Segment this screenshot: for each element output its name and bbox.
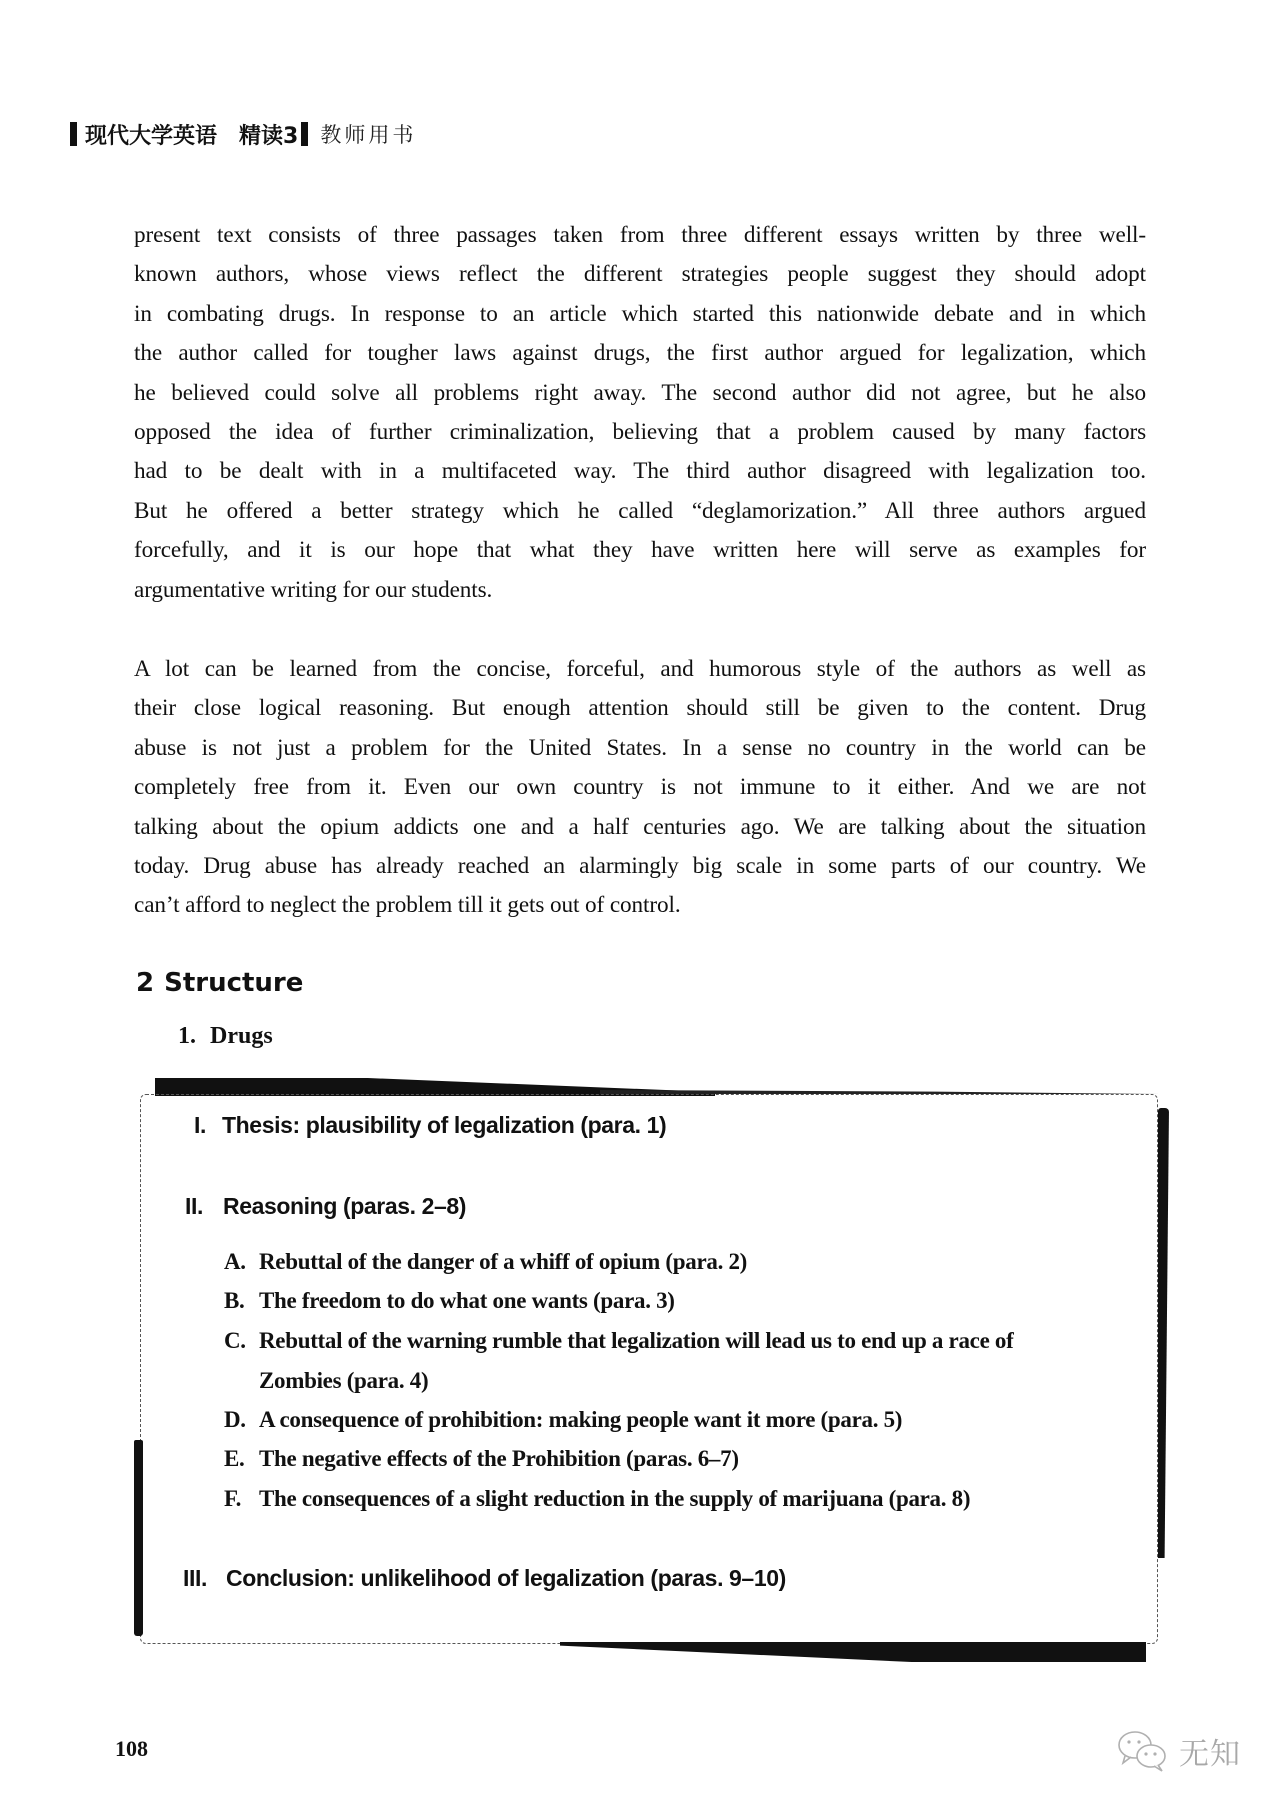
- outline-marker: C.: [224, 1328, 246, 1353]
- book-volume: 精读3: [239, 123, 299, 149]
- outline-text: Rebuttal of the warning rumble that legalization will lead us to end up a race of: [259, 1328, 1014, 1353]
- text-line: argumentative writing for our students.: [134, 576, 493, 603]
- text-line: the author called for tougher laws against drugs, the first author argued for legalization, which: [134, 340, 1146, 367]
- outline-subitem-e: [224, 1439, 739, 1479]
- watermark: [1115, 1728, 1241, 1774]
- body-paragraph-2: [134, 650, 1146, 926]
- outline-subitem-d: [224, 1400, 902, 1440]
- text-line: forcefully, and it is our hope that what they have written here will serve as examples for: [134, 537, 1146, 564]
- section-heading: [136, 968, 303, 998]
- outline-marker: B.: [224, 1288, 245, 1313]
- text-line: can’t afford to neglect the problem till it gets out of control.: [134, 892, 681, 919]
- text-line: opposed the idea of further criminalization, believing that a problem caused by many factors: [134, 419, 1146, 446]
- page-number: 108: [115, 1736, 148, 1761]
- text-line: completely free from it. Even our own country is not immune to it either. And we are not: [134, 774, 1146, 801]
- text-line: had to be dealt with in a multifaceted way. The third author disagreed with legalization too.: [134, 458, 1146, 485]
- subsection-title: Drugs: [210, 1023, 273, 1049]
- outline-text-continuation: Zombies (para. 4): [259, 1367, 429, 1393]
- book-subtitle: 教师用书: [320, 123, 417, 147]
- outline-text: Rebuttal of the danger of a whiff of opium (para. 2): [259, 1249, 748, 1274]
- outline-text: Thesis: plausibility of legalization (para. 1): [222, 1112, 667, 1138]
- outline-item-thesis: [194, 1112, 666, 1139]
- outline-text: The consequences of a slight reduction in the supply of marijuana (para. 8): [259, 1486, 971, 1511]
- outline-marker: III.: [183, 1565, 207, 1591]
- running-header: [70, 116, 416, 152]
- header-bar-right: [301, 122, 308, 146]
- box-left-bar: [134, 1440, 143, 1636]
- text-line: today. Drug abuse has already reached an alarmingly big scale in some parts of our country. We: [134, 853, 1146, 880]
- outline-text: The negative effects of the Prohibition (paras. 6–7): [259, 1446, 739, 1471]
- text-line: known authors, whose views reflect the different strategies people suggest they should adopt: [134, 261, 1146, 288]
- outline-subitem-a: [224, 1242, 747, 1282]
- text-line: present text consists of three passages taken from three different essays written by three well-: [134, 222, 1146, 248]
- outline-marker: D.: [224, 1407, 246, 1432]
- text-line: But he offered a better strategy which he called “deglamorization.” All three authors argued: [134, 497, 1146, 524]
- body-paragraph-1: [134, 216, 1146, 610]
- text-line: their close logical reasoning. But enough attention should still be given to the content. Drug: [134, 695, 1146, 722]
- text-line: he believed could solve all problems right away. The second author did not agree, but he also: [134, 379, 1146, 406]
- outline-item-conclusion: [183, 1565, 786, 1592]
- text-line: talking about the opium addicts one and a half centuries ago. We are talking about the situation: [134, 813, 1146, 840]
- section-title: Structure: [164, 968, 304, 998]
- subsection-number: 1.: [178, 1023, 196, 1049]
- outline-text: The freedom to do what one wants (para. 3): [259, 1288, 675, 1313]
- outline-marker: E.: [224, 1446, 245, 1471]
- outline-text: Reasoning (paras. 2–8): [223, 1193, 467, 1219]
- header-bar-left: [70, 122, 77, 146]
- box-bottom-bar: [560, 1642, 1146, 1662]
- section-number: 2: [136, 968, 155, 998]
- outline-marker: F.: [224, 1486, 242, 1511]
- outline-marker: II.: [185, 1193, 203, 1219]
- text-line: abuse is not just a problem for the United States. In a sense no country in the world can be: [134, 734, 1146, 761]
- watermark-text: 无知: [1179, 1737, 1241, 1772]
- subsection-heading: [178, 1023, 273, 1050]
- outline-marker: A.: [224, 1249, 246, 1274]
- book-title: 现代大学英语: [85, 123, 218, 149]
- box-right-bar: [1158, 1108, 1169, 1558]
- outline-subitem-b: [224, 1281, 675, 1321]
- outline-subitem-f: [224, 1479, 970, 1519]
- text-line: in combating drugs. In response to an article which started this nationwide debate and in which: [134, 300, 1146, 327]
- outline-text: Conclusion: unlikelihood of legalization (paras. 9–10): [226, 1565, 786, 1591]
- outline-subitem-c: [224, 1321, 1014, 1400]
- wechat-icon: [1115, 1728, 1171, 1774]
- outline-text: A consequence of prohibition: making people want it more (para. 5): [259, 1407, 903, 1432]
- outline-marker: I.: [194, 1112, 206, 1138]
- text-line: A lot can be learned from the concise, forceful, and humorous style of the authors as well as: [134, 656, 1146, 682]
- outline-item-reasoning: [185, 1193, 466, 1220]
